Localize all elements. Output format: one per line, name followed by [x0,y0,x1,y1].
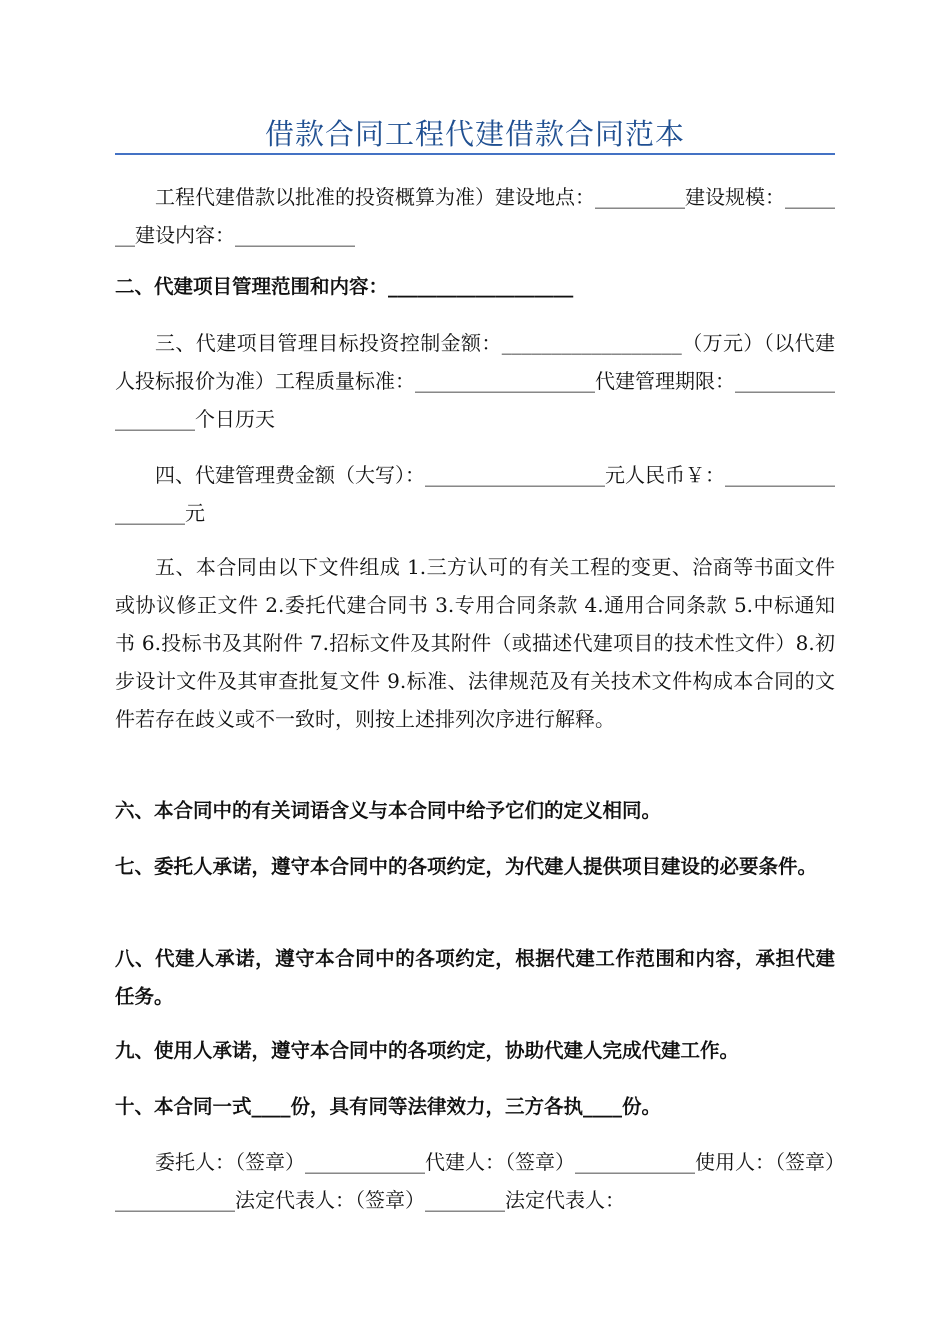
paragraph-fee: 四、代建管理费金额（大写）：__________________元人民币￥：__________________元 [115,463,835,525]
paragraph-project-info: 工程代建借款以批准的投资概算为准）建设地点：_________建设规模：_______建设内容：____________ [115,185,835,247]
paragraph-definitions: 六、本合同中的有关词语含义与本合同中给予它们的定义相同。 [115,799,662,822]
paragraph-investment: 三、代建项目管理目标投资控制金额：__________________（万元）（以代建人投标报价为准）工程质量标准：__________________代建管理期限：__________________个日历天 [115,331,835,431]
paragraph-agent-commitment: 八、代建人承诺，遵守本合同中的各项约定，根据代建工作范围和内容，承担代建任务。 [115,947,835,1008]
title-divider [115,153,835,155]
paragraph-documents: 五、本合同由以下文件组成 1.三方认可的有关工程的变更、洽商等书面文件或协议修正文件 2.委托代建合同书 3.专用合同条款 4.通用合同条款 5.中标通知书 6.投标书及其附件 7.招标文件及其附件（或描述代建项目的技术性文件）8.初步设计文件及其审查批复文件 9.标准、法律规范及有关技术文件构成本合同的文件若存在歧义或不一致时，则按上述排列次序进行解释。 [115,555,835,731]
paragraph-copies: 十、本合同一式____份，具有同等法律效力，三方各执____份。 [115,1095,662,1118]
document-title: 借款合同工程代建借款合同范本 [264,117,685,151]
paragraph-principal-commitment: 七、委托人承诺，遵守本合同中的各项约定，为代建人提供项目建设的必要条件。 [115,855,818,878]
paragraph-scope: 二、代建项目管理范围和内容：___________________ [115,275,574,298]
paragraph-signatures: 委托人：（签章）____________代建人：（签章）____________使用人：（签章）____________法定代表人：（签章）________法定代表人： [115,1150,835,1212]
paragraph-user-commitment: 九、使用人承诺，遵守本合同中的各项约定，协助代建人完成代建工作。 [115,1039,740,1062]
